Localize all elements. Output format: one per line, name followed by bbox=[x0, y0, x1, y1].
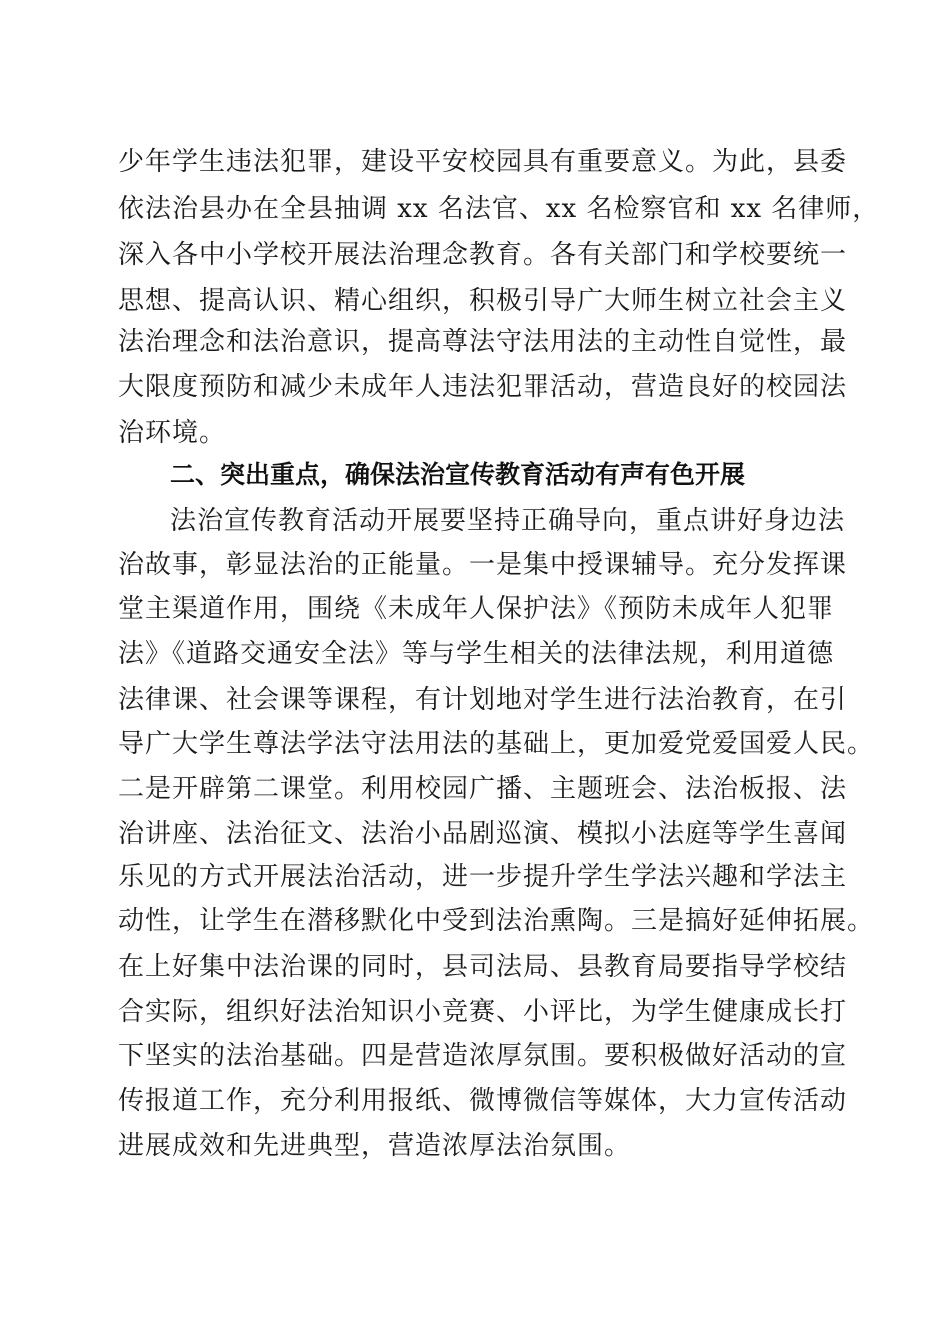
paragraph-line: 大限度预防和减少未成年人违法犯罪活动，营造良好的校园法 bbox=[118, 372, 848, 402]
paragraph-line: 合实际，组织好法治知识小竞赛、小评比，为学生健康成长打 bbox=[118, 997, 848, 1027]
paragraph-line: 动性，让学生在潜移默化中受到法治熏陶。三是搞好延伸拓展。 bbox=[118, 906, 875, 936]
paragraph-line: 深入各中小学校开展法治理念教育。各有关部门和学校要统一 bbox=[118, 240, 848, 270]
section-heading: 二、突出重点，确保法治宣传教育活动有声有色开展 bbox=[170, 460, 746, 489]
paragraph-line: 在上好集中法治课的同时，县司法局、县教育局要指导学校结 bbox=[118, 952, 848, 982]
paragraph-line: 依法治县办在全县抽调 xx 名法官、xx 名检察官和 xx 名律师， bbox=[118, 194, 880, 224]
paragraph-line: 法》《道路交通安全法》等与学生相关的法律法规，利用道德 bbox=[118, 639, 835, 669]
paragraph-line: 治环境。 bbox=[118, 418, 227, 448]
paragraph-line: 法治理念和法治意识，提高尊法守法用法的主动性自觉性，最 bbox=[118, 327, 848, 357]
paragraph-line: 少年学生违法犯罪，建设平安校园具有重要意义。为此，县委 bbox=[118, 147, 848, 177]
paragraph-line: 传报道工作，充分利用报纸、微博微信等媒体，大力宣传活动 bbox=[118, 1086, 848, 1116]
paragraph-line: 导广大学生尊法学法守法用法的基础上，更加爱党爱国爱人民。 bbox=[118, 729, 875, 759]
paragraph-line: 治故事，彰显法治的正能量。一是集中授课辅导。充分发挥课 bbox=[118, 550, 848, 580]
paragraph-line: 法治宣传教育活动开展要坚持正确导向，重点讲好身边法 bbox=[170, 506, 846, 536]
paragraph-line: 堂主渠道作用，围绕《未成年人保护法》《预防未成年人犯罪 bbox=[118, 594, 835, 624]
paragraph-line: 治讲座、法治征文、法治小品剧巡演、模拟小法庭等学生喜闻 bbox=[118, 819, 848, 849]
paragraph-line: 二是开辟第二课堂。利用校园广播、主题班会、法治板报、法 bbox=[118, 774, 848, 804]
paragraph-line: 思想、提高认识、精心组织，积极引导广大师生树立社会主义 bbox=[118, 286, 848, 316]
paragraph-line: 乐见的方式开展法治活动，进一步提升学生学法兴趣和学法主 bbox=[118, 862, 848, 892]
paragraph-line: 进展成效和先进典型，营造浓厚法治氛围。 bbox=[118, 1131, 632, 1161]
paragraph-line: 下坚实的法治基础。四是营造浓厚氛围。要积极做好活动的宣 bbox=[118, 1041, 848, 1071]
paragraph-line: 法律课、社会课等课程，有计划地对学生进行法治教育，在引 bbox=[118, 685, 848, 715]
